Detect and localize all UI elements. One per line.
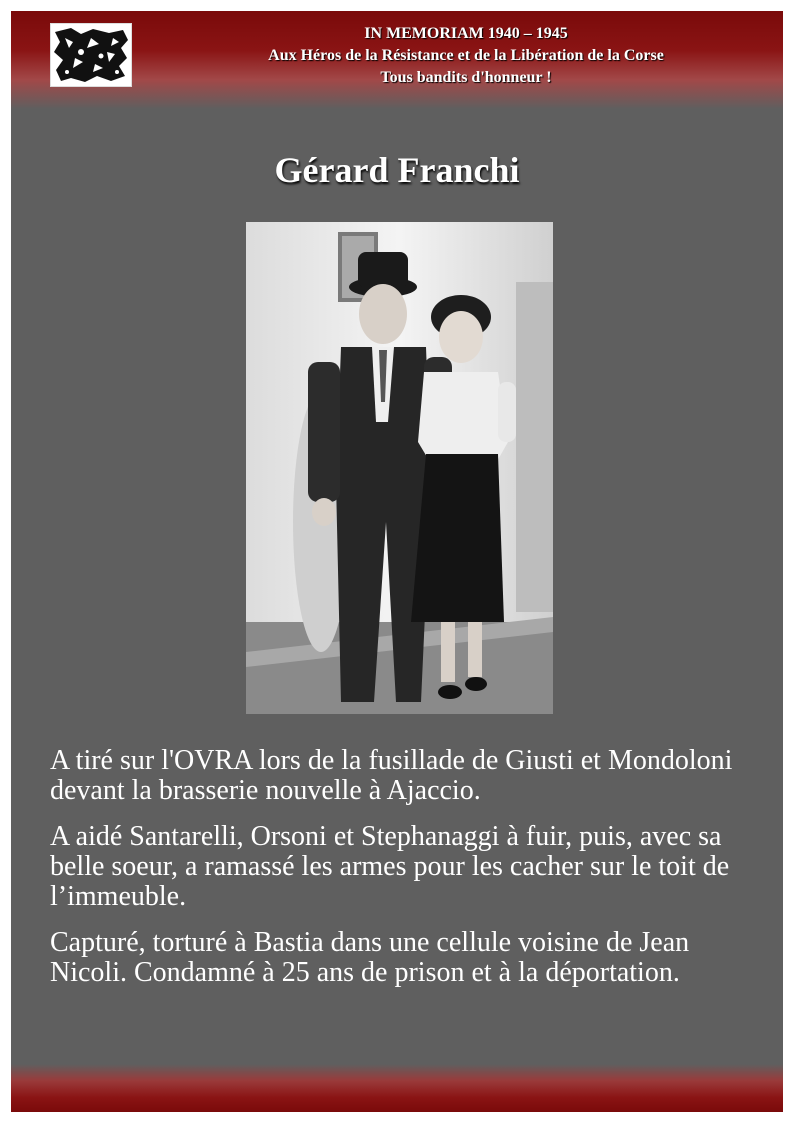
couple-photo — [246, 222, 553, 714]
page-title: Gérard Franchi — [274, 150, 520, 190]
header-line-1: IN MEMORIAM 1940 – 1945 — [364, 25, 568, 42]
header-line-3: Tous bandits d'honneur ! — [380, 69, 552, 86]
header-text — [161, 23, 771, 89]
paragraph-2: A aidé Santarelli, Orsoni et Stephanaggi à fuir, puis, avec sa belle soeur, a ramassé les armes pour les cacher sur le toit de l’immeuble. — [50, 821, 730, 912]
logo — [50, 23, 132, 87]
header-banner — [11, 11, 783, 109]
paragraph-1: A tiré sur l'OVRA lors de la fusillade de Giusti et Mondoloni devant la brasserie nouvelle à Ajaccio. — [50, 745, 733, 806]
paragraph-3: Capturé, torturé à Bastia dans une cellule voisine de Jean Nicoli. Condamné à 25 ans de prison et à la déportation. — [50, 927, 690, 988]
portrait-photo — [246, 222, 553, 714]
footer-banner — [11, 1064, 783, 1112]
corsica-map-logo — [51, 24, 131, 86]
header-line-2: Aux Héros de la Résistance et de la Libération de la Corse — [268, 47, 664, 64]
memorial-page — [11, 11, 783, 1112]
biography — [50, 746, 750, 1004]
